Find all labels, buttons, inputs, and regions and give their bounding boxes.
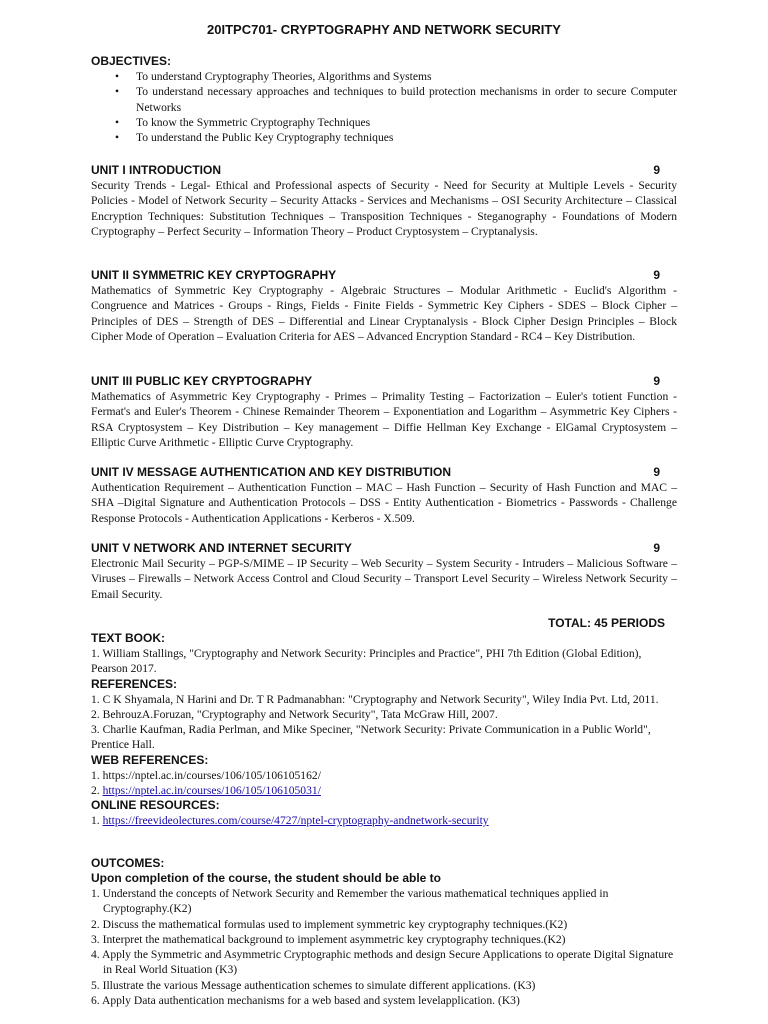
textbook-item: 1. William Stallings, "Cryptography and Network Security: Principles and Practice", PHI 7th Edition (Global Edition), Pearson 2017. <box>91 647 642 676</box>
unit-content: Electronic Mail Security – PGP-S/MIME – IP Security – Web Security – System Security - Intruders – Malicious Software – Viruses – Firewalls – Network Access Control and Cloud Security – Transport Level Security – Wireless Network Security – Email Security. <box>91 557 677 601</box>
online-resource-link[interactable]: https://freevideolectures.com/course/4727/nptel-cryptography-andnetwork-security <box>102 814 489 828</box>
total-periods: TOTAL: 45 PERIODS <box>548 616 665 630</box>
unit-title: UNIT I INTRODUCTION <box>91 163 221 177</box>
objective-item: • To understand Cryptography Theories, Algorithms and Systems <box>136 69 677 84</box>
outcome-item: 4. Apply the Symmetric and Asymmetric Cryptographic methods and design Secure Applications to operate Digital Signature in Real World Situation (K3) <box>91 948 674 977</box>
unit-heading <box>91 374 677 389</box>
unit-hours: 9 <box>653 374 660 388</box>
unit-3-section <box>91 374 677 450</box>
references-list <box>91 692 677 753</box>
unit-5-section <box>91 541 677 602</box>
unit-content: Authentication Requirement – Authentication Function – MAC – Hash Function – Security of Hash Function and MAC – SHA –Digital Signature and Authentication Protocols – DSS - Entity Authentication - Biometrics - Passwords - Challenge Response Protocols - Authentication Applications - Kerberos - X.509. <box>91 481 677 525</box>
web-reference-url: https://nptel.ac.in/courses/106/105/106105162/ <box>102 768 321 782</box>
web-references-list <box>91 768 677 799</box>
unit-hours: 9 <box>653 163 660 177</box>
item-number: 1. <box>91 814 103 828</box>
unit-content: Mathematics of Symmetric Key Cryptography - Algebraic Structures – Modular Arithmetic - Euclid's Algorithm - Congruence and Matrices - Groups - Rings, Fields - Finite Fields - Symmetric Key Ciphers - SDES – Block Cipher – Principles of DES – Strength of DES – Differential and Linear Cryptanalysis - Block Cipher Design Principles – Block Cipher Mode of Operation – Evaluation Criteria for AES – Advanced Encryption Standard - RC4 – Key Distribution. <box>91 284 677 343</box>
unit-content: Mathematics of Asymmetric Key Cryptography - Primes – Primality Testing – Factorization – Euler's totient Function - Fermat's and Euler's Theorem - Chinese Remainder Theorem – Exponentiation and Logarithm – Asymmetric Key Ciphers - RSA Cryptosystem – Key Distribution – Key management – Diffie Hellman Key Exchange - ElGamal Cryptosystem – Elliptic Curve Arithmetic - Elliptic Curve Cryptography. <box>91 390 677 449</box>
objectives-section <box>91 54 677 145</box>
textbook-list <box>91 646 677 677</box>
textbook-heading: TEXT BOOK: <box>91 631 165 645</box>
outcome-item: 3. Interpret the mathematical background to implement asymmetric key cryptography techniques.(K2) <box>91 932 566 946</box>
unit-title: UNIT V NETWORK AND INTERNET SECURITY <box>91 541 352 555</box>
objectives-heading: OBJECTIVES: <box>91 54 172 68</box>
outcomes-list <box>91 886 677 1008</box>
unit-content: Security Trends - Legal- Ethical and Professional aspects of Security - Need for Security at Multiple Levels - Security Policies - Model of Network Security – Security Attacks - Services and Mechanisms – OSI Security Architecture – Classical Encryption Techniques: Substitution Techniques – Transposition Techniques - Steganography - Foundations of Modern Cryptography – Perfect Security – Information Theory – Product Cryptosystem – Cryptanalysis. <box>91 179 677 238</box>
references-heading: REFERENCES: <box>91 676 178 691</box>
unit-4-section <box>91 465 677 526</box>
unit-title: UNIT II SYMMETRIC KEY CRYPTOGRAPHY <box>91 268 337 282</box>
outcome-item: 2. Discuss the mathematical formulas used to implement symmetric key cryptography techniques.(K2) <box>91 917 568 931</box>
unit-2-section <box>91 268 677 344</box>
page-title: 20ITPC701- CRYPTOGRAPHY AND NETWORK SECURITY <box>207 22 561 37</box>
outcomes-section <box>91 856 677 1008</box>
item-number: 1. <box>91 768 103 782</box>
objective-item: • To know the Symmetric Cryptography Techniques <box>136 115 677 130</box>
outcomes-heading: OUTCOMES: <box>91 856 165 870</box>
unit-heading <box>91 465 677 480</box>
item-number: 2. <box>91 784 103 798</box>
web-references-heading: WEB REFERENCES: <box>91 752 209 767</box>
unit-title: UNIT IV MESSAGE AUTHENTICATION AND KEY DISTRIBUTION <box>91 465 452 479</box>
objective-item: • To understand necessary approaches and techniques to build protection mechanisms in order to secure Computer Networks <box>136 84 677 115</box>
reference-item: 1. C K Shyamala, N Harini and Dr. T R Padmanabhan: "Cryptography and Network Security", Wiley India Pvt. Ltd, 2011. <box>91 692 659 706</box>
objectives-list <box>91 69 677 145</box>
web-reference-link[interactable]: https://nptel.ac.in/courses/106/105/106105031/ <box>102 784 321 798</box>
online-resources-heading: ONLINE RESOURCES: <box>91 798 220 813</box>
books-section <box>91 631 677 829</box>
unit-hours: 9 <box>653 268 660 282</box>
unit-title: UNIT III PUBLIC KEY CRYPTOGRAPHY <box>91 374 313 388</box>
reference-item: 2. BehrouzA.Foruzan, "Cryptography and Network Security", Tata McGraw Hill, 2007. <box>91 707 498 721</box>
online-resource-item <box>91 813 677 828</box>
outcome-item: 6. Apply Data authentication mechanisms for a web based and system levelapplication. (K3) <box>91 994 520 1008</box>
unit-heading <box>91 541 677 556</box>
unit-hours: 9 <box>653 541 660 555</box>
unit-heading <box>91 268 677 283</box>
web-reference-item <box>91 768 677 783</box>
reference-item: 3. Charlie Kaufman, Radia Perlman, and Mike Speciner, "Network Security: Private Communication in a Public World", Prentice Hall. <box>91 723 651 752</box>
outcome-item: 1. Understand the concepts of Network Security and Remember the various mathematical techniques applied in Cryptography.(K2) <box>91 887 609 916</box>
online-resources-list <box>91 813 677 828</box>
outcomes-subheading: Upon completion of the course, the student should be able to <box>91 871 442 885</box>
outcome-item: 5. Illustrate the various Message authentication schemes to simulate different applications. (K3) <box>91 978 536 992</box>
unit-heading <box>91 163 677 178</box>
objective-item: • To understand the Public Key Cryptography techniques <box>136 130 677 145</box>
web-reference-item <box>91 783 677 798</box>
unit-hours: 9 <box>653 465 660 479</box>
unit-1-section <box>91 163 677 239</box>
